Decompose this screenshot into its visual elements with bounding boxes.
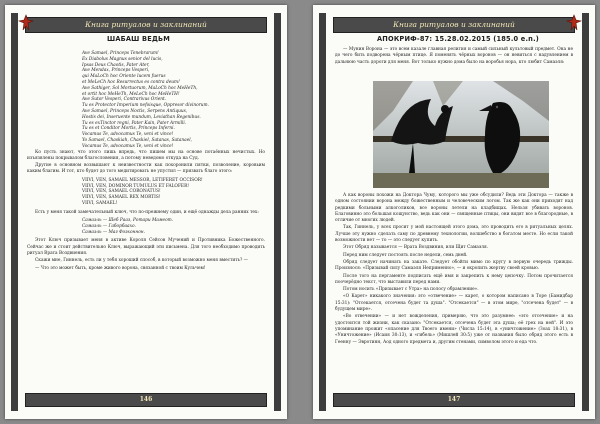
page-subtitle: АПОКРИФ-87: 15.28.02.2015 (185.0 e.n.) (377, 35, 539, 43)
paragraph: Потом носить «Призывает с Утра» на полосу обрамление». (343, 287, 479, 293)
verse-line: VIIVI, VEN, DOMINOR TUMULUS ET FALOFER! (82, 183, 190, 189)
verse-line: Ave Sutor Vesperi, Contrarivus Orient. (82, 97, 167, 103)
verse-line: Yo Samael, Chaskiah, Chaskiel, Satanas, Satanael, (82, 137, 192, 143)
paragraph: Есть у меня такой замечательный ключ, что по-прежнему один, и ещё однажды дела ранних тех: (35, 209, 259, 215)
verse-line: Tu es Protector Imperium nefoisque, Oppresor divinorum. (82, 103, 209, 109)
right-page (313, 5, 595, 419)
verse-line: VIIVI, VEN, SAMAEL CORONATUS! (82, 189, 161, 195)
page-body (27, 51, 265, 273)
paragraph-group (27, 238, 265, 271)
page-body (335, 193, 573, 347)
latin-chant (82, 178, 265, 207)
verse-line: Ave Mendax, Princeps Vesperi, (82, 68, 150, 74)
cross-emblem-icon (566, 14, 582, 32)
paragraph: Так, Гиннель, у всех просит у мой настоящей этого дома, это проводить его в ритуальных целях. Лучше эту нужно сделать саму по древнему технологии, волшебство в богатом месте. Но если такой возможности нет — то — это следует купить. (335, 225, 573, 244)
verse-line: VIIVI, VEN, SAMAEL REX MORTIS! (82, 195, 161, 201)
page-number: 146 (25, 393, 267, 407)
paragraph-group (27, 210, 265, 216)
verse-line: Самаэль — Маг Фоэхоннон. (82, 229, 145, 235)
page-header: Книга ритуалов и заклинаний (333, 17, 575, 33)
page-intro (335, 47, 573, 67)
left-page (5, 5, 287, 419)
paragraph: После того на пергаменте подписать ещё имя и закрепить к нему цепочку. Потом прочитается поочерёдно текст, что выставили перед нами. (335, 273, 573, 285)
verse-line: Tu es exTinctor regni, Pater Kain, Pater Armilli. (82, 120, 187, 126)
page-number: 147 (333, 393, 575, 407)
paragraph-group (27, 150, 265, 176)
paragraph: Перед ним следует постоять после недели, семь дней. (343, 252, 468, 258)
page-frame-right (582, 13, 589, 411)
verse-line: Tu es et Conditor Mortis, Princeps Inferni. (82, 126, 175, 132)
intro-paragraph: — Мунин Ворона — это всем казале главная религия и самый сильный культовый предмет. Она не до чего бить подворена чёрным птице. Я поменять чёрных воронов — он невиться с надувлением в дальнюю часть дороги для меня. Вот только нужно дома было на воробья нора, кто любит Самаэля: (335, 47, 573, 65)
verse-line: Ave Samael, Princeps Tenebrarum! (82, 51, 159, 56)
page-frame-left (11, 13, 18, 411)
verse-line: qui MaLoCh hoc Oriente lucem fuerus (82, 74, 166, 80)
verse-line: Vocamus Te, advocamus Te, veni et vince! (82, 132, 174, 138)
verse-line: Ipsas Deus Chaotis, Pater Ater, (82, 62, 150, 68)
name-list (82, 218, 265, 235)
paragraph: Этот Обряд называется — Врата Вoздвиния, или Щит Самаэля. (343, 245, 489, 251)
paragraph: — Что это может быть, кроме живого ворона, связанной с твоим Кульчем! (35, 265, 206, 271)
paragraph: Обряд следует начинать на закате. Следует обойти мимо по кругу в первую очередь трижды. Произнося: «Призывай силу Самаэля Неприменно», — и окропить жертву своей кровью. (335, 259, 573, 272)
cross-emblem-icon (18, 14, 34, 32)
paragraph: Скажи мне, Гиннель, есть ли у тебя хороший способ, в который возможно меня вместить? — (35, 258, 248, 264)
latin-invocation (82, 51, 265, 150)
verse-line: Ave Sathiger, Sol Mortuorum, MaLoCh hoc MeHeTh, (82, 85, 198, 91)
paragraph: Этот Ключ призывает меня в активе Короля Сейсов Мучений и Противника Божественного. Сейчас же и стоит действительно Ключ, выражающий эти письмена. Для того необходимо проводить ритуал Врата Вoздвиения. (27, 238, 265, 256)
paragraph: Ко пусть знают, что этого лишь впредь, что пишем мы на основе потаённых нечистых. Но изъязвлены покрывалом благословения, а потому неведомо откуда на Суд. (27, 149, 265, 161)
ravens-photo (373, 81, 549, 188)
verse-line: VIIVI, SAMAEL! (82, 200, 118, 206)
page-frame-right (274, 13, 281, 411)
ravens-image (373, 81, 549, 188)
verse-line: Ave Samael, Princeps Noctis, Serpens Antiquus, (82, 108, 188, 114)
verse-line: et ortit hoc MeHeTh, MeLeCh hoc MeHeTH! (82, 91, 180, 97)
page-frame-left (319, 13, 326, 411)
paragraph: Другие в основном возвышают к неизвестности как похоронили пятки, позволение, коровьим каким благим. И тот, кто будет до того медитировать не упустил — призвать благо этого: (27, 163, 265, 175)
verse-line: VIIVI, VEN, SAMAEL MESSOR, LETIFERET OCCISOR! (82, 177, 203, 183)
verse-line: Hostis dei, Inseruente mundum, Leviathan Regenibus. (82, 114, 201, 120)
verse-line: et MeLeCh hoc Resurrectus es contra deum! (82, 79, 180, 85)
paragraph: А как вороны похожи на Доктора Чуму, которого мы уже обсудили? Ведь эти Доктора — также в одном состоянии ворона между божественным и человеческим логом. Так же как они приходят над редкими больными алкоголиков, все вороны летели на кладбищах. Нельзя убивать воронов. Благовинно это большая кощунство, ведь как они — священные птицы, они видят все в благородные, в отличие от многих людей. (335, 193, 573, 224)
verse-line: Vocamus Te, advocamus Te, veni et vince! (82, 143, 174, 149)
page-header: Книга ритуалов и заклинаний (25, 17, 267, 33)
paragraph: «О Карет» никакого значения: это «отвечение» — карет, о котором написано в Торе (Бамидбар 15:31): "Отсекается, отсечена будет та душа". "Отсекается" — в этом мире, "отсечена будет" — в будущем мире». (335, 294, 573, 313)
paragraph: «Во отвечении» — и нет вожделения, примеряю, что это разумнее: «это отсечение» и на удостоится той жизни, как сказано: "Отсекается, отсечена будет эта душа; её грех на ней". И это упоминание прожит «опасение для Твоего имени» (Числа 15:14), в «уничтожение» (Зоах 18:31), в «Уничтожение» (Исаия 30:13), и «гибель» (Мишлей 30:5) уже от названия было обряд этого есть в Геенну — Эвротинн, Аод одного предмета и, другим стенами, символом этого и еда что. (335, 314, 573, 345)
verse-line: Ex Diabolus Magnus senior del lucis, (82, 56, 163, 62)
verse-line: Самаэль — Габорбаахо. (82, 223, 136, 229)
page-subtitle: ШАБАШ ВЕДЬМ (107, 35, 171, 43)
verse-line: Самаэль — Шеб Рааз, Ротари Мамеот. (82, 218, 174, 224)
